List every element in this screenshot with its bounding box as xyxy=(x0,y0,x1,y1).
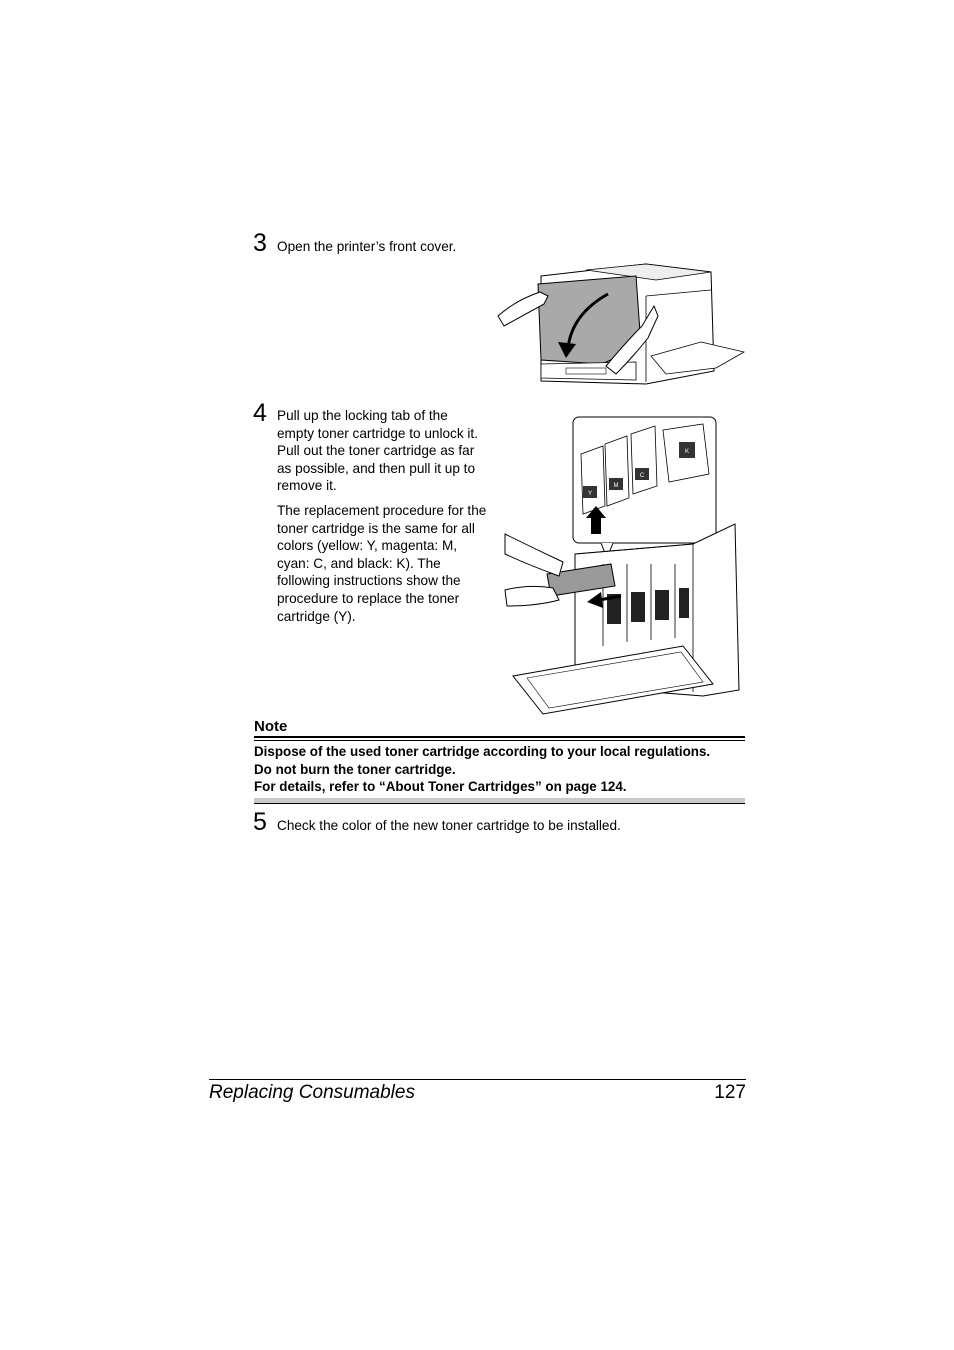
remove-toner-cartridge-illustration xyxy=(503,414,743,716)
step-4-number: 4 xyxy=(253,399,267,427)
open-front-cover-illustration xyxy=(496,256,746,388)
step-4-paragraph-2: The replacement procedure for the toner cartridge is the same for all colors (yellow: Y, magenta: M, cyan: C, and black: K). The following instructions show the procedure to replace the toner cartridge (Y). xyxy=(277,502,487,624)
note-line-1: Dispose of the used toner cartridge according to your local regulations. xyxy=(254,744,711,759)
step-5-text: Check the color of the new toner cartridge to be installed. xyxy=(277,818,621,833)
footer-section-title: Replacing Consumables xyxy=(209,1082,415,1103)
step-3-text: Open the printer’s front cover. xyxy=(277,239,457,254)
note-body xyxy=(254,743,749,796)
step-3-number: 3 xyxy=(253,229,267,257)
note-bottom-rule xyxy=(254,803,745,804)
footer-rule xyxy=(209,1079,746,1080)
step-4-paragraph-1: Pull up the locking tab of the empty toner cartridge to unlock it. Pull out the toner cartridge as far as possible, and then pull it up to remove it. xyxy=(277,408,478,494)
inset-label-k: K xyxy=(684,449,690,455)
inset-label-m: M xyxy=(613,483,619,489)
note-top-rule-thin xyxy=(254,740,745,741)
step-4-text xyxy=(277,407,487,632)
note-line-2: Do not burn the toner cartridge. xyxy=(254,761,456,777)
step-5-number: 5 xyxy=(253,808,267,836)
note-top-rule xyxy=(254,736,745,738)
inset-label-y: Y xyxy=(587,491,593,497)
note-title: Note xyxy=(254,718,288,735)
footer-page-number: 127 xyxy=(714,1082,746,1103)
note-line-3: For details, refer to “About Toner Cartridges” on page 124. xyxy=(254,779,627,795)
inset-label-c: C xyxy=(639,473,645,479)
